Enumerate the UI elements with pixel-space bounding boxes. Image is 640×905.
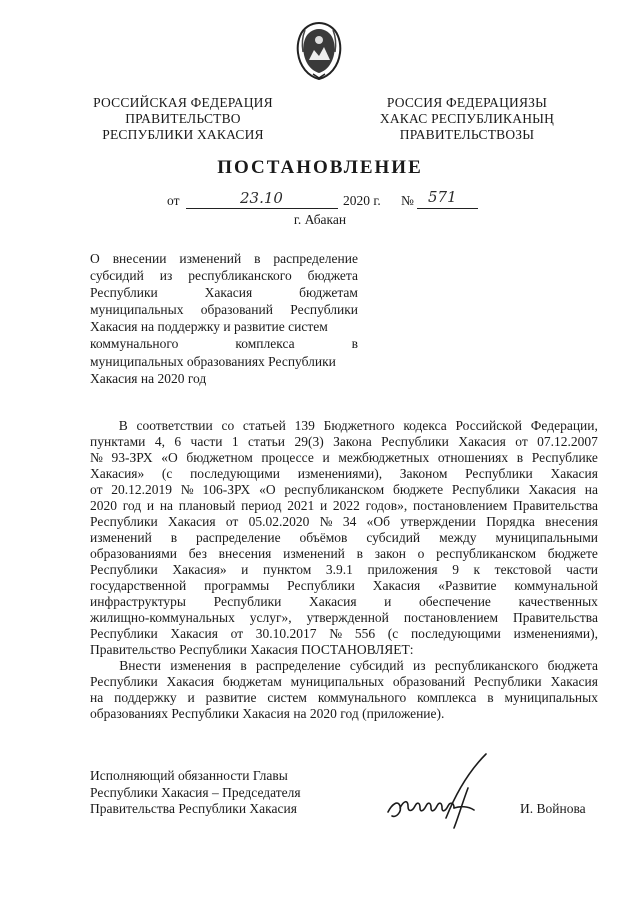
word: (с bbox=[387, 626, 399, 641]
word: статьи bbox=[248, 434, 286, 449]
paragraph-line bbox=[90, 514, 598, 530]
word: 106-ЗРХ bbox=[202, 482, 251, 497]
word: субсидий bbox=[366, 530, 421, 545]
word: Республике bbox=[531, 450, 598, 465]
word: и bbox=[187, 690, 195, 705]
word: образованиях Республики Хакасия на 2020 год (приложение). bbox=[90, 706, 445, 721]
word: 9 bbox=[452, 562, 459, 577]
word: 3.9.1 bbox=[325, 562, 353, 577]
signature-title-line: Республики Хакасия – Председателя bbox=[90, 784, 301, 800]
paragraph-line bbox=[90, 482, 598, 498]
paragraph-line bbox=[90, 594, 598, 610]
paragraph-line bbox=[90, 498, 598, 514]
word: от bbox=[230, 626, 244, 641]
word: поддержку bbox=[114, 690, 177, 705]
word: распределение bbox=[196, 530, 281, 545]
word: кодекса bbox=[403, 418, 447, 433]
word: Бюджетного bbox=[323, 418, 395, 433]
paragraph-line bbox=[90, 610, 598, 626]
word: комплекса bbox=[417, 690, 477, 705]
word: бюджета bbox=[307, 268, 358, 284]
header-right-line: ПРАВИТЕЛЬСТВОЗЫ bbox=[399, 127, 535, 142]
word: образований bbox=[200, 302, 273, 318]
paragraph-line bbox=[90, 690, 598, 706]
word: Хакасия bbox=[166, 674, 215, 689]
word: 2021 bbox=[287, 498, 315, 513]
word: коммунального bbox=[317, 690, 407, 705]
header-right-line: ХАКАС РЕСПУБЛИКАНЫҢ bbox=[379, 111, 555, 126]
word: (с bbox=[161, 466, 173, 481]
word: от bbox=[515, 434, 528, 449]
word: и bbox=[146, 498, 155, 513]
word: республиканского bbox=[434, 658, 539, 673]
word: комплекса bbox=[235, 336, 295, 352]
word: постановлением bbox=[413, 498, 508, 513]
word: к bbox=[473, 562, 481, 577]
word: программы bbox=[204, 578, 270, 593]
word: изменений bbox=[179, 251, 242, 266]
word: № bbox=[319, 514, 333, 529]
header-right bbox=[372, 95, 562, 143]
word: Республики bbox=[90, 562, 158, 577]
paragraph-line bbox=[90, 578, 598, 594]
word: республиканского bbox=[188, 268, 292, 284]
word: № bbox=[180, 482, 194, 497]
word: Республики bbox=[213, 594, 282, 609]
date-prefix: от bbox=[167, 193, 180, 208]
word: Хакасия bbox=[550, 674, 598, 689]
handwritten-date: 23.10 bbox=[240, 189, 283, 207]
word: закон bbox=[374, 546, 406, 561]
word: № bbox=[90, 450, 103, 465]
word: Хакасия на 2020 год bbox=[90, 370, 207, 386]
word: Хакасия на поддержку и развитие систем bbox=[90, 319, 328, 335]
signature-title-line: Правительства Республики Хакасия bbox=[90, 801, 297, 816]
word: Хакасия bbox=[372, 578, 421, 593]
word: Хакасия» bbox=[172, 562, 227, 577]
word: развитие bbox=[205, 690, 257, 705]
subject-block bbox=[90, 250, 358, 387]
number-sign: № bbox=[401, 193, 414, 208]
word: Республики bbox=[465, 466, 533, 481]
word: Хакасия bbox=[550, 466, 598, 481]
word: В bbox=[118, 418, 128, 433]
word: Правительства bbox=[513, 610, 598, 625]
word: изменениями), bbox=[297, 466, 383, 481]
word: бюджетам bbox=[299, 285, 358, 301]
paragraph-line bbox=[90, 418, 598, 434]
word: внесении bbox=[112, 251, 167, 266]
word: муниципальных образованиях Республики bbox=[90, 353, 336, 369]
word: годов», bbox=[365, 498, 408, 513]
word: и bbox=[322, 450, 330, 465]
header-left-line: РЕСПУБЛИКИ ХАКАСИЯ bbox=[102, 127, 264, 142]
paragraph-line bbox=[90, 706, 598, 722]
word: период bbox=[241, 498, 282, 513]
word: 556 bbox=[354, 626, 376, 641]
word: Республики bbox=[473, 674, 542, 689]
word: Российской bbox=[455, 418, 523, 433]
word: от bbox=[225, 514, 239, 529]
word: распределение bbox=[273, 251, 358, 266]
word: бюджетном bbox=[186, 450, 253, 465]
word: последующими bbox=[190, 466, 281, 481]
word: в bbox=[240, 658, 247, 673]
word: Республики bbox=[90, 514, 158, 529]
paragraph-line bbox=[90, 562, 598, 578]
word: Республики bbox=[90, 674, 158, 689]
word: коммунальной bbox=[514, 578, 598, 593]
word: Республики bbox=[451, 482, 520, 497]
word: на bbox=[584, 482, 598, 497]
word: муниципальными bbox=[495, 530, 598, 545]
word: 1 bbox=[231, 434, 239, 449]
subject-line bbox=[90, 370, 358, 387]
header-left-line: ПРАВИТЕЛЬСТВО bbox=[125, 111, 241, 126]
word: утверждении bbox=[400, 514, 476, 529]
word: год bbox=[122, 498, 142, 513]
year-label: 2020 г. bbox=[343, 193, 381, 208]
word: в bbox=[516, 450, 524, 465]
word: от bbox=[90, 482, 103, 497]
word: изменения bbox=[170, 658, 232, 673]
city-label: г. Абакан bbox=[293, 212, 347, 227]
word: «Развитие bbox=[438, 578, 497, 593]
word: «Об bbox=[366, 514, 391, 529]
word: Федерации, bbox=[530, 418, 598, 433]
word: «О bbox=[161, 450, 178, 465]
word: пунктом bbox=[262, 562, 312, 577]
signature-title-block bbox=[90, 768, 301, 818]
paragraph-line bbox=[90, 466, 598, 482]
word: со bbox=[221, 418, 235, 433]
word: 20.12.2019 bbox=[111, 482, 173, 497]
word: Законом bbox=[399, 466, 448, 481]
word: Хакасия bbox=[168, 514, 216, 529]
word: Порядка bbox=[486, 514, 535, 529]
word: без bbox=[188, 546, 207, 561]
word: 93-ЗРХ bbox=[111, 450, 153, 465]
word bbox=[90, 658, 110, 674]
word: изменений bbox=[283, 546, 345, 561]
word: и bbox=[319, 498, 328, 513]
word: в bbox=[254, 251, 261, 266]
word: пунктами bbox=[90, 434, 146, 449]
subject-line bbox=[90, 284, 358, 301]
subject-line bbox=[90, 335, 358, 352]
word: между bbox=[439, 530, 477, 545]
word: республиканском bbox=[284, 482, 385, 497]
word: из bbox=[412, 658, 426, 673]
signature-title-line: Исполняющий обязанности Главы bbox=[90, 768, 288, 783]
word: на bbox=[159, 498, 174, 513]
word: внесения bbox=[545, 514, 598, 529]
coat-of-arms-emblem bbox=[291, 20, 347, 80]
word: Республики bbox=[290, 302, 358, 318]
word: республиканском bbox=[436, 546, 536, 561]
word: Хакасия bbox=[204, 285, 253, 301]
word: изменений bbox=[90, 530, 152, 545]
word: о bbox=[417, 546, 425, 561]
paragraph-line bbox=[90, 626, 598, 642]
word: в bbox=[351, 336, 358, 352]
word: бюджетам bbox=[222, 674, 282, 689]
body-text bbox=[90, 418, 598, 722]
word: части bbox=[190, 434, 223, 449]
word: 34 bbox=[342, 514, 357, 529]
word: бюджете bbox=[547, 546, 598, 561]
header-right-line: РОССИЯ ФЕДЕРАЦИЯЗЫ bbox=[386, 95, 548, 110]
word: части bbox=[566, 562, 598, 577]
word: муниципальных bbox=[504, 690, 598, 705]
subject-line bbox=[90, 318, 358, 335]
word: жилищно-коммунальных bbox=[90, 610, 235, 625]
document-title: ПОСТАНОВЛЕНИЕ bbox=[217, 157, 423, 178]
paragraph-line bbox=[90, 530, 598, 546]
word: образований bbox=[392, 674, 466, 689]
paragraph-line bbox=[90, 434, 598, 450]
word: 07.12.2007 bbox=[537, 434, 598, 449]
word: 4, bbox=[154, 434, 165, 449]
word: субсидий bbox=[90, 268, 144, 284]
subject-line bbox=[90, 250, 358, 267]
word: Закона bbox=[333, 434, 372, 449]
word: О bbox=[90, 251, 100, 266]
word: бюджете bbox=[392, 482, 444, 497]
word: 05.02.2020 bbox=[248, 514, 310, 529]
word: в bbox=[356, 546, 364, 561]
word: услуг», bbox=[249, 610, 292, 625]
word: последующими bbox=[410, 626, 501, 641]
word: на bbox=[90, 690, 104, 705]
word: субсидий bbox=[349, 658, 404, 673]
word: Хакасия bbox=[309, 594, 357, 609]
word: Республики bbox=[90, 285, 158, 301]
word: инфраструктуры bbox=[90, 594, 186, 609]
word: Внести bbox=[119, 658, 161, 673]
word: государственной bbox=[90, 578, 187, 593]
word: образованиями bbox=[90, 546, 177, 561]
signer-name: И. Войнова bbox=[520, 801, 586, 816]
word: обеспечение bbox=[419, 594, 491, 609]
word: 2020 bbox=[90, 498, 117, 513]
word: Хакасия bbox=[528, 482, 576, 497]
word: Республики bbox=[90, 626, 158, 641]
paragraph-line bbox=[90, 450, 598, 466]
word: отношениях bbox=[437, 450, 509, 465]
word: Правительства bbox=[513, 498, 598, 513]
number-underline bbox=[417, 208, 478, 209]
date-underline bbox=[186, 208, 338, 209]
word: в bbox=[170, 530, 178, 545]
word: 139 bbox=[294, 418, 315, 433]
word: распределение bbox=[256, 658, 341, 673]
word: в bbox=[487, 690, 494, 705]
paragraph-line bbox=[90, 658, 598, 674]
word: плановый bbox=[178, 498, 236, 513]
header-left-line: РОССИЙСКАЯ ФЕДЕРАЦИЯ bbox=[93, 95, 273, 110]
word: изменениями), bbox=[513, 626, 598, 641]
word: Республики bbox=[381, 434, 449, 449]
word: систем bbox=[267, 690, 307, 705]
word: приложения bbox=[367, 562, 438, 577]
word: Хакасия» bbox=[90, 466, 145, 481]
word: «О bbox=[259, 482, 276, 497]
paragraph-line bbox=[90, 674, 598, 690]
word: 2022 bbox=[332, 498, 360, 513]
word: и bbox=[384, 594, 392, 609]
word: Хакасия bbox=[170, 626, 218, 641]
word: межбюджетных bbox=[338, 450, 430, 465]
header-left bbox=[88, 95, 278, 143]
paragraph-line bbox=[90, 546, 598, 562]
word: муниципальных bbox=[90, 302, 184, 318]
subject-line bbox=[90, 353, 358, 370]
word: 30.10.2017 bbox=[255, 626, 317, 641]
word: муниципальных bbox=[290, 674, 385, 689]
handwritten-number: 571 bbox=[428, 188, 457, 206]
word: объёмов bbox=[299, 530, 348, 545]
word: внесения bbox=[218, 546, 272, 561]
word: статьей bbox=[242, 418, 286, 433]
word: коммунального bbox=[90, 336, 179, 352]
word: соответствии bbox=[136, 418, 213, 433]
word: 6 bbox=[174, 434, 182, 449]
paragraph-line bbox=[90, 642, 598, 658]
word: процессе bbox=[261, 450, 314, 465]
word: Правительство Республики Хакасия ПОСТАНОВЛЯЕТ: bbox=[90, 642, 414, 657]
word: 29(3) bbox=[294, 434, 324, 449]
word: качественных bbox=[518, 594, 598, 609]
subject-line bbox=[90, 267, 358, 284]
word: и bbox=[241, 562, 249, 577]
subject-line bbox=[90, 301, 358, 318]
word: утвержденной bbox=[306, 610, 389, 625]
word: Республики bbox=[287, 578, 355, 593]
word: № bbox=[329, 626, 343, 641]
word: из bbox=[159, 268, 173, 284]
word: текстовой bbox=[494, 562, 552, 577]
handwritten-signature bbox=[382, 748, 502, 834]
word: постановлением bbox=[403, 610, 499, 625]
word: бюджета bbox=[547, 658, 598, 673]
word: Хакасия bbox=[458, 434, 506, 449]
word bbox=[90, 418, 110, 434]
